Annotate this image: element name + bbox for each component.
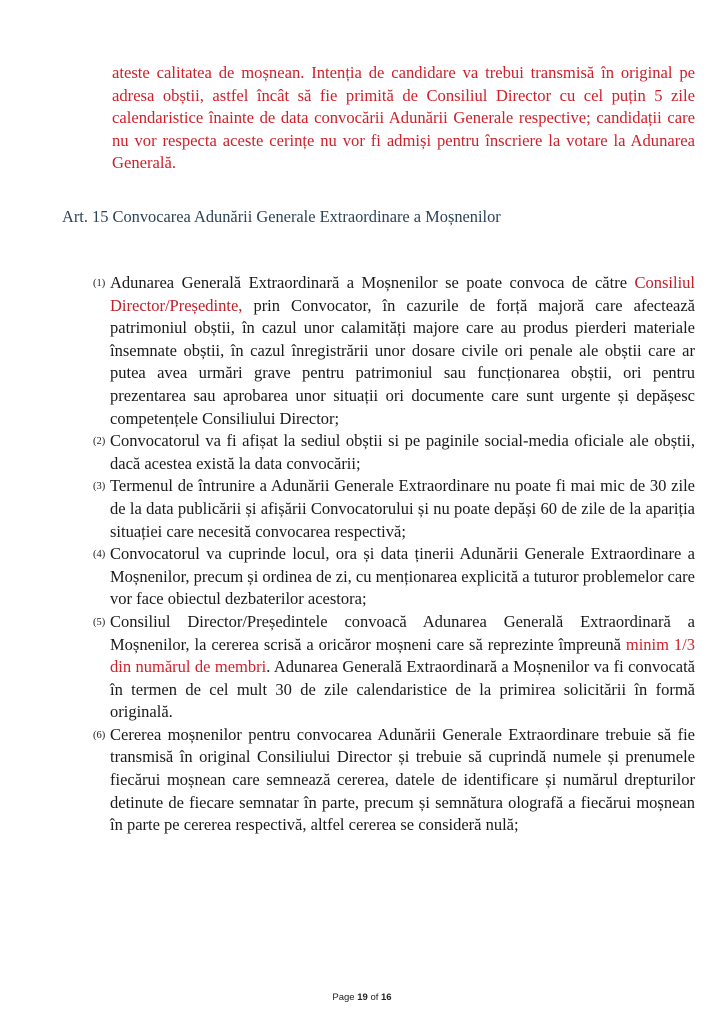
item-highlight: Consiliul Director/Președinte, [110, 273, 695, 315]
item-number: (6) [93, 729, 106, 741]
page-footer [0, 992, 724, 1003]
item-number: (2) [93, 436, 106, 448]
list-item [93, 543, 695, 611]
item-number: (1) [93, 278, 106, 289]
item-number: (3) [93, 481, 106, 493]
item-text: Cererea moșnenilor pentru convocarea Adunării Generale Extraordinare trebuie să fie transmisă în original Consiliului Director și trebuie să cuprindă numele și prenumele fiecărui moșnean care semnează cererea, datele de identificare și numărul drepturilor detinute de fiecare semnatar în parte, precum și semnătura olografă a fiecărui moșnean în parte pe cererea respectivă, altfel cererea se consideră nulă; [110, 724, 695, 835]
total-pages-number: 16 [381, 992, 392, 1003]
item-text: Consiliul Director/Președintele convoacă Adunarea Generală Extraordinară a Moșnenilor, la cererea scrisă a oricăror moșneni care să reprezinte împreună [110, 611, 695, 654]
item-text: Termenul de întrunire a Adunării Generale Extraordinare nu poate fi mai mic de 30 zile de la data publicării și afișării Convocatorului și nu poate depăși 60 de zile de la apariția situației care necesită convocarea respectivă; [110, 476, 695, 541]
article-heading: Art. 15 Convocarea Adunării Generale Extraordinare a Moșnenilor [62, 207, 501, 226]
item-text: Adunarea Generală Extraordinară a Moșnenilor se poate convoca de către [110, 273, 635, 292]
page-label: Page [332, 992, 355, 1003]
item-number: (5) [93, 616, 106, 628]
continued-paragraph: ateste calitatea de moșnean. Intenția de candidare va trebui transmisă în original pe adresa obștii, astfel încât să fie primită de Consiliul Director cu cel puțin 5 zile calendaristice înainte de data convocării Adunării Generale respective; candidații care nu vor respecta aceste cerințe nu vor fi admiși pentru înscriere la votare la Adunarea Generală. [112, 63, 695, 173]
list-item [93, 272, 695, 430]
item-number: (4) [93, 549, 106, 561]
item-text: Convocatorul va cuprinde locul, ora și data ținerii Adunării Generale Extraordinare a Moșnenilor, precum și ordinea de zi, cu menționarea explicită a tuturor problemelor care vor face obiectul dezbaterilor acestora; [110, 544, 695, 609]
item-highlight: minim 1/3 din numărul de membri [110, 634, 696, 677]
current-page-number: 19 [357, 992, 368, 1003]
item-text: prin Convocator, în cazurile de forță majoră care afectează patrimoniul obștii, în cazul unor calamități majore care au produs pierderi materiale însemnate obștii, în cazul înregistrării unor dosare civile ori penale ale obștii care ar putea avea urmări grave pentru patrimoniul sau funcționarea obștii, ori pentru prezentarea sau aprobarea unor situații ori documente care sunt urgente și depășesc competențele Consiliului Director; [110, 295, 695, 428]
item-text: Convocatorul va fi afișat la sediul obștii si pe paginile social-media oficiale ale obștii, dacă acestea există la data convocării; [110, 431, 695, 473]
list-item [93, 611, 695, 724]
article-items [93, 272, 695, 837]
item-text: . Adunarea Generală Extraordinară a Moșnenilor va fi convocată în termen de cel mult 30 de zile calendaristice de la primirea solicitării în formă originală. [110, 657, 695, 722]
of-label: of [370, 992, 379, 1003]
list-item [93, 475, 695, 543]
list-item [93, 430, 695, 475]
list-item [93, 724, 695, 837]
